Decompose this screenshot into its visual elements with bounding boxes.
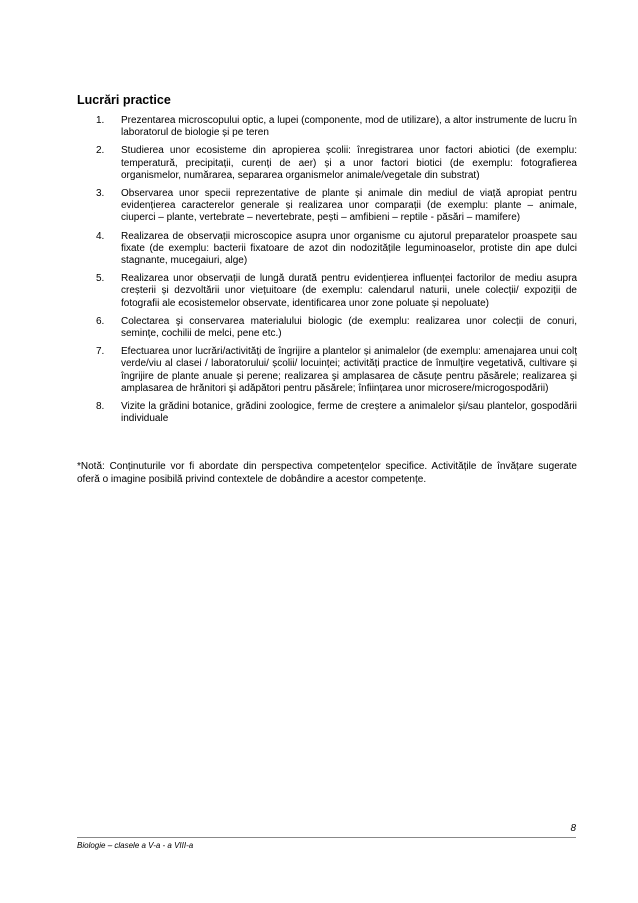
list-item — [77, 231, 577, 268]
list-item-number: 8. — [96, 401, 105, 413]
practical-works-list — [77, 115, 577, 431]
list-item-text: Prezentarea microscopului optic, a lupei (componente, mod de utilizare), a altor instrumente de lucru în laboratorul de biologie și pe teren — [121, 115, 577, 139]
list-item-text: Efectuarea unor lucrări/activități de îngrijire a plantelor și animalelor (de exemplu: amenajarea unui colț verde/viu al clasei / laboratorului/ școlii/ locuinței; activități practice de înmulțire vegetativă, cultivare și îngrijire de plante anuale și perene; realizarea şi amplasarea de căsuțe pentru păsărele; realizarea şi amplasarea de hrănitori şi adăpători pentru păsărele; înființarea unor microsere/microgospodării) — [121, 346, 577, 394]
list-item-number: 4. — [96, 230, 105, 242]
list-item-number: 7. — [96, 346, 105, 358]
page-number: 8 — [570, 823, 576, 834]
list-item-text: Realizarea unor observații de lungă durată pentru evidențierea influenței factorilor de mediu asupra creșterii și dezvoltării unor viețuitoare (de exemplu: calendarul naturii, unele colecții/ expoziții de fotografii ale ecosistemelor observate, identificarea unor zone poluate și nepoluate) — [121, 273, 577, 309]
list-item — [77, 273, 577, 310]
footer-divider — [77, 837, 576, 838]
list-item-number: 1. — [96, 115, 105, 126]
list-item — [77, 115, 577, 139]
list-item-text: Colectarea şi conservarea materialului biologic (de exemplu: realizarea unor colecții de conuri, semințe, cochilii de melci, pene etc.) — [121, 315, 577, 340]
list-item-number: 6. — [96, 315, 105, 327]
list-item — [77, 316, 577, 340]
list-item-text: Realizarea de observații microscopice asupra unor organisme cu ajutorul preparatelor proaspete sau fixate (de exemplu: bacterii fixatoare de azot din nodozitățile leguminoaselor, protiste din ape dulci stagnante, mucegaiuri, alge) — [121, 230, 577, 267]
list-item-number: 3. — [96, 188, 105, 200]
list-item — [77, 188, 577, 225]
list-item — [77, 145, 577, 182]
footnote: *Notă: Conținuturile vor fi abordate din perspectiva competențelor specifice. Activitățile de învățare sugerate oferă o imagine posibilă privind contextele de dobândire a acestor competențe. — [77, 461, 577, 485]
section-heading: Lucrări practice — [77, 93, 171, 107]
list-item-number: 5. — [96, 273, 105, 285]
list-item-text: Observarea unor specii reprezentative de plante și animale din mediul de viață apropiat pentru evidențierea caracterelor generale și realizarea unor comparații (de exemplu: plante – animale, ciuperci – plante, vertebrate – nevertebrate, pești – amfibieni – reptile - păsări – mamifere) — [121, 188, 577, 224]
list-item — [77, 401, 577, 425]
list-item-number: 2. — [96, 145, 105, 157]
list-item-text: Vizite la grădini botanice, grădini zoologice, ferme de creștere a animalelor și/sau plantelor, gospodării individuale — [121, 401, 577, 425]
list-item-text: Studierea unor ecosisteme din apropierea școlii: înregistrarea unor factori abiotici (de exemplu: temperatură, precipitații, curenți de aer) și a unor factori biotici (de exemplu: fotografierea organismelor, numărarea, separarea organismelor animale/vegetale din substrat) — [121, 145, 577, 181]
page-footer: Biologie – clasele a V-a - a VIII-a — [77, 841, 194, 850]
list-item — [77, 346, 577, 395]
